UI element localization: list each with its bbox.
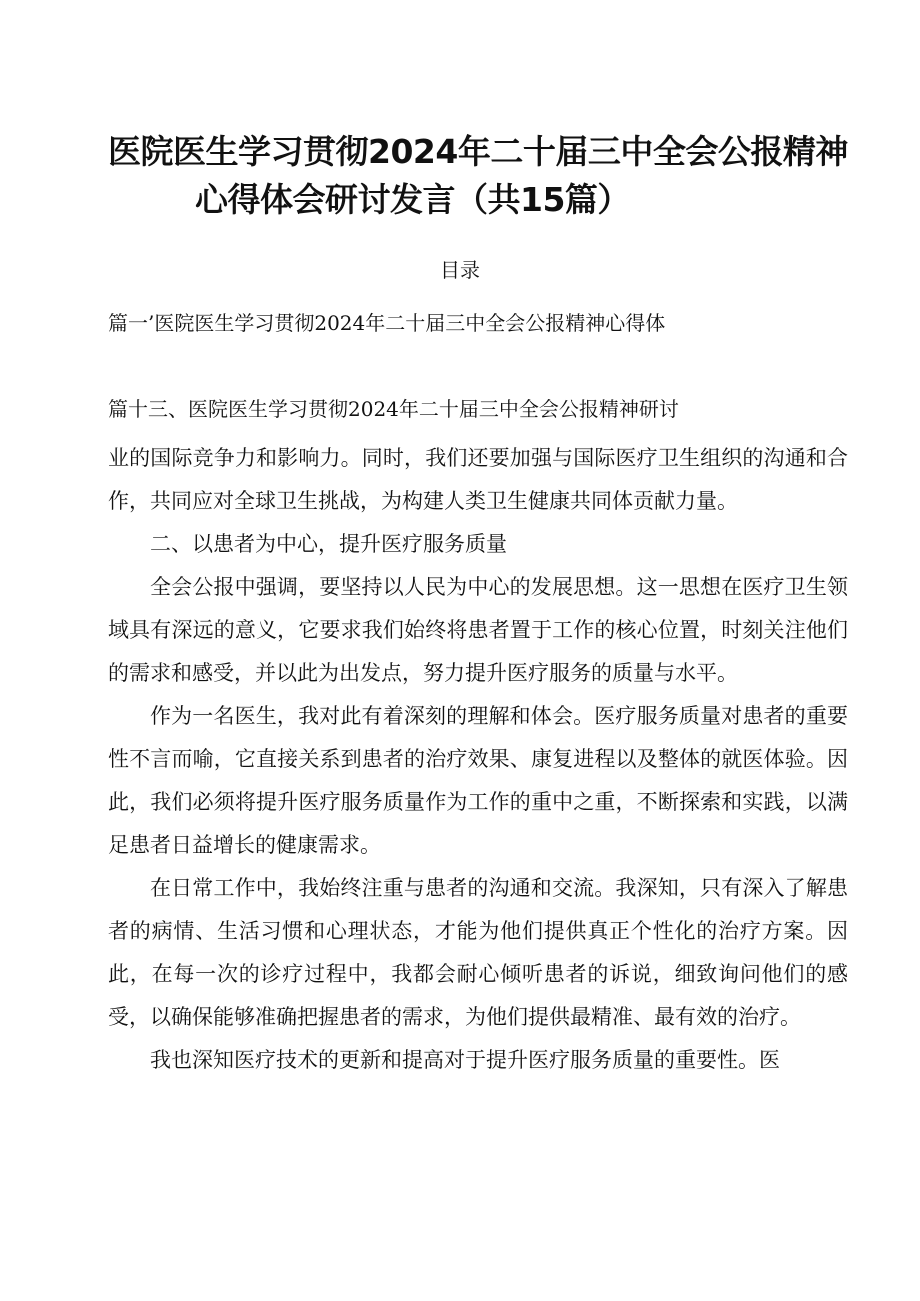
- document-title-line1: 医院医生学习贯彻2024年二十届三中全会公报精神: [108, 132, 848, 171]
- paragraph-continuation: 业的国际竞争力和影响力。同时，我们还要加强与国际医疗卫生组织的沟通和合作，共同应对全球卫生挑战，为构建人类卫生健康共同体贡献力量。: [108, 446, 848, 513]
- toc-item-1[interactable]: 篇一’医院医生学习贯彻2024年二十届三中全会公报精神心得体: [108, 311, 666, 335]
- toc-item-13[interactable]: 篇十三、医院医生学习贯彻2024年二十届三中全会公报精神研讨: [108, 397, 679, 421]
- paragraph: 我也深知医疗技术的更新和提高对于提升医疗服务质量的重要性。医: [150, 1048, 780, 1072]
- paragraph: 作为一名医生，我对此有着深刻的理解和体会。医疗服务质量对患者的重要性不言而喻，它直接关系到患者的治疗效果、康复进程以及整体的就医体验。因此，我们必须将提升医疗服务质量作为工作的重中之重，不断探索和实践，以满足患者日益增长的健康需求。: [108, 704, 848, 857]
- section-heading: 二、以患者为中心，提升医疗服务质量: [150, 532, 507, 556]
- body-text: [108, 437, 848, 1082]
- paragraph: 在日常工作中，我始终注重与患者的沟通和交流。我深知，只有深入了解患者的病情、生活习惯和心理状态，才能为他们提供真正个性化的治疗方案。因此，在每一次的诊疗过程中，我都会耐心倾听患者的诉说，细致询问他们的感受，以确保能够准确把握患者的需求，为他们提供最精准、最有效的治疗。: [108, 876, 848, 1029]
- paragraph: 全会公报中强调，要坚持以人民为中心的发展思想。这一思想在医疗卫生领域具有深远的意义，它要求我们始终将患者置于工作的核心位置，时刻关注他们的需求和感受，并以此为出发点，努力提升医疗服务的质量与水平。: [108, 575, 848, 685]
- toc-heading: 目录: [440, 258, 480, 282]
- document-title-line2: 心得体会研讨发言（共15篇）: [195, 180, 630, 219]
